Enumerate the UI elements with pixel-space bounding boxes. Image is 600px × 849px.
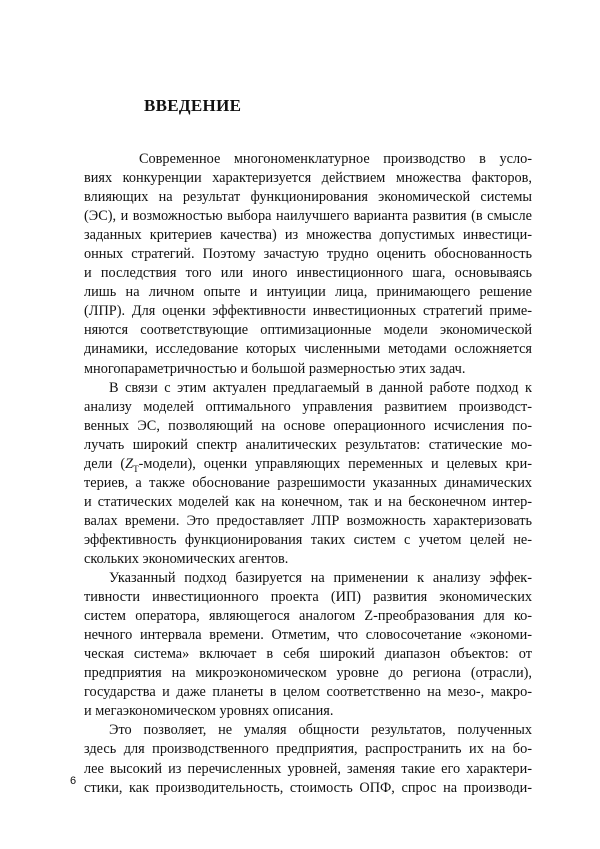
text-line: лучать широкий спектр аналитических результатов: статические мо- [84, 436, 532, 453]
text-line: (ЛПР). Для оценки эффективности инвестиционных стратегий приме- [84, 303, 532, 320]
text-line: ческая система» включает в себя широкий диапазон объектов: от [84, 646, 532, 663]
body-text [84, 150, 532, 798]
text-line: В связи с этим актуален предлагаемый в данной работе подход к [109, 379, 532, 396]
text-line: систем оператора, являющегося аналогом Z-преобразования для ко- [84, 608, 532, 625]
text-line: тивности инвестиционного проекта (ИП) развития экономических [84, 589, 532, 606]
text-line: анализу моделей оптимального управления развитием производст- [84, 398, 532, 415]
text-line: териев, а также обоснование разрешимости указанных динамических [84, 474, 532, 491]
text-line: Современное многономенклатурное производство в усло- [139, 151, 532, 167]
text-line: многопараметричностью и большой размерностью этих задач. [84, 360, 466, 377]
text-line: влияющих на результат функционирования экономической системы [84, 189, 532, 206]
paragraph [84, 379, 532, 569]
text-line: Это позволяет, не умаляя общности результатов, полученных [109, 722, 532, 739]
text-line: и мегаэкономическом уровнях описания. [84, 703, 334, 720]
text-line: Указанный подход базируется на применении к анализу эффек- [109, 570, 532, 587]
text-line: дели $(Z_T-модели)$, оценки управляющих переменных и целевых кри- [84, 455, 532, 474]
text-line: и последствия того или иного инвестиционного шага, основываясь [84, 265, 532, 282]
text-line: онных стратегий. Поэтому зачастую трудно оценить обоснованность [84, 246, 532, 263]
text-line: лее высокий из перечисленных уровней, заменяя такие его характери- [84, 760, 532, 777]
text-line: эффективность функционирования таких систем с учетом целей не- [84, 531, 532, 548]
text-line: виях конкуренции характеризуется действием множества факторов, [84, 170, 532, 187]
text-line: (ЭС), и возможностью выбора наилучшего варианта развития (в смысле [84, 208, 532, 225]
paragraph [84, 150, 532, 379]
text-line: валах времени. Это предоставляет ЛПР возможность характеризовать [84, 512, 532, 529]
page-heading: ВВЕДЕНИЕ [144, 96, 242, 115]
text-line: стики, как производительность, стоимость ОПФ, спрос на производи- [84, 779, 532, 796]
text-line: няются соответствующие оптимизационные модели экономической [84, 322, 532, 339]
text-line: лишь на личном опыте и интуиции лица, принимающего решение [84, 284, 532, 301]
page-number: 6 [70, 775, 77, 787]
text-line: нечного интервала времени. Отметим, что словосочетание «экономи- [84, 627, 532, 644]
text-line: динамики, исследование которых численными методами осложняется [84, 341, 532, 358]
text-line: заданных критериев качества) из множества допустимых инвестици- [84, 227, 532, 244]
text-line: здесь для производственного предприятия, распространить их на бо- [84, 741, 532, 758]
text-line: скольких экономических агентов. [84, 550, 289, 567]
text-line: предприятия на микроэкономическом уровне до региона (отрасли), [84, 665, 532, 682]
text-line: и статических моделей как на конечном, так и на бесконечном интер- [84, 493, 532, 510]
text-line: венных ЭС, позволяющий на основе операционного исчисления по- [84, 417, 532, 434]
text-line: государства и даже планеты в целом соответственно на мезо-, макро- [84, 684, 532, 701]
paragraph [84, 569, 532, 721]
paragraph [84, 721, 532, 797]
